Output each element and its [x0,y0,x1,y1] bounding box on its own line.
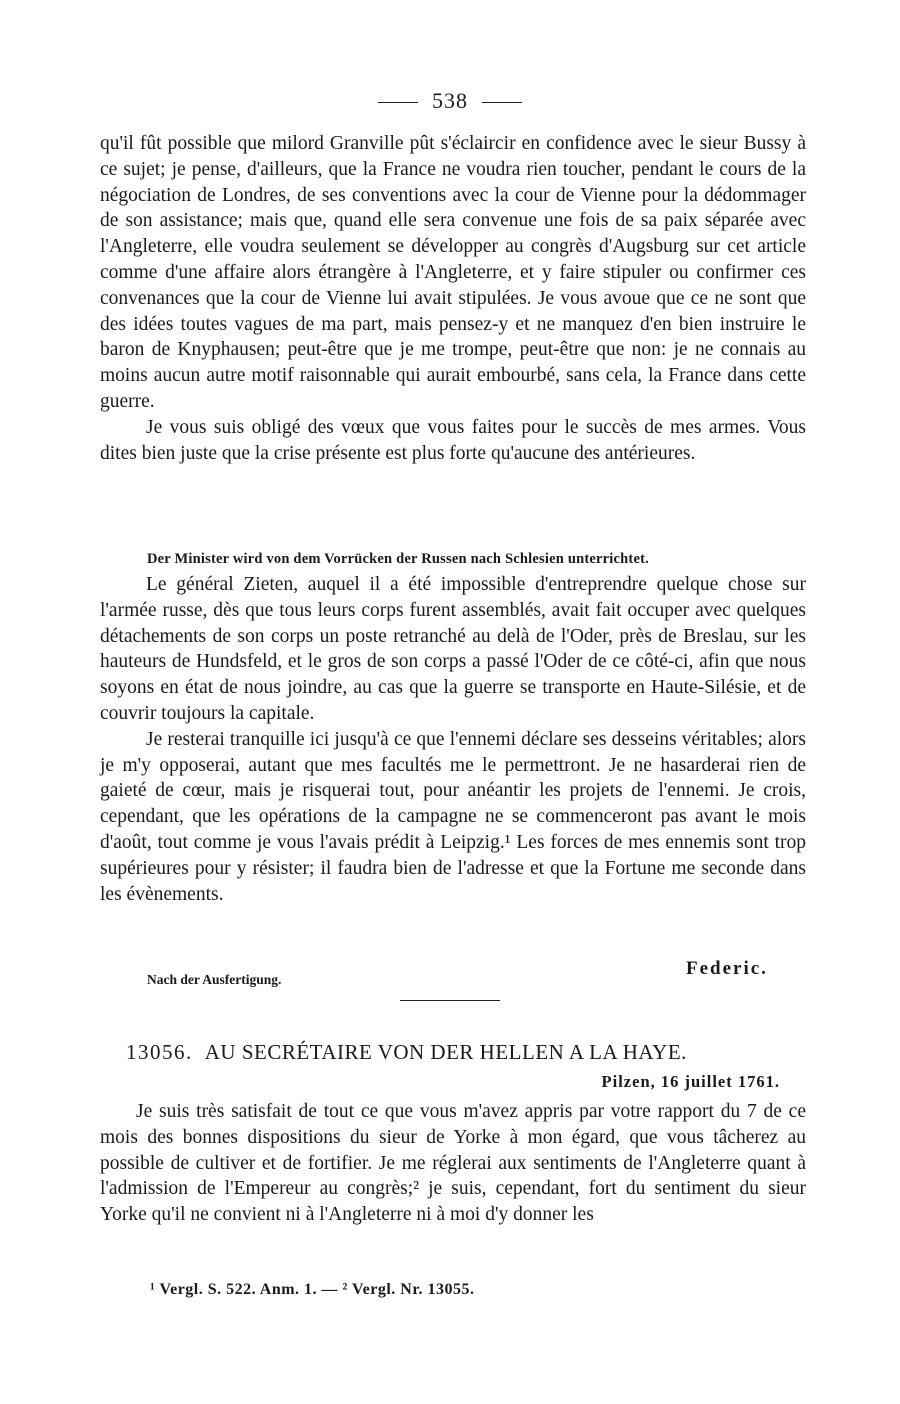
letter-number: 13056. [126,1040,193,1064]
page-header [0,88,900,114]
editor-note: Der Minister wird von dem Vorrücken der Russen nach Schlesien unterrichtet. [147,551,649,567]
page-number: 538 [432,88,468,113]
paragraph-continued: qu'il fût possible que milord Granville pût s'éclaircir en confidence avec le sieur Bussy à ce sujet; je pense, d'ailleurs, que la France ne voudra rien toucher, pendant le cours de la négociation de Londres, de ses conventions avec la cour de Vienne pour la dédommager de son assistance; mais que, quand elle sera convenue une fois de sa paix séparée avec l'Angleterre, elle voudra seulement se développer au congrès d'Augsburg sur cet article comme d'une affaire alors étrangère à l'Angleterre, et y faire stipuler ou confirmer ces convenances que la cour de Vienne lui avait stipulées. Je vous avoue que ce ne sont que des idées toutes vagues de ma part, mais pensez-y et ne manquez d'en bien instruire le baron de Knyphausen; peut-être que je me trompe, peut-être que non: je ne connais au moins aucun autre motif raisonnable qui aurait embourbé, sans cela, la France dans cette guerre. [100,133,806,412]
paragraph-wishes: Je vous suis obligé des vœux que vous faites pour le succès de mes armes. Vous dites bien juste que la crise présente est plus forte qu'aucune des antérieures. [100,416,806,464]
paragraph-tranquille: Je resterai tranquille ici jusqu'à ce que l'ennemi déclare ses desseins véritables; alors je m'y opposerai, autant que mes facultés me le permettront. Je ne hasarderai rien de gaieté de cœur, mais je risquerai tout, pour anéantir les projets de l'ennemi. Je crois, cependant, que les opérations de la campagne ne se commenceront pas avant le mois d'août, tout comme je vous l'avais prédit à Leipzig.¹ Les forces de mes ennemis sont trop supérieures pour y résister; il faudra bien de l'adresse et que la Fortune me seconde dans les évènements. [100,728,806,905]
paragraph-zieten: Le général Zieten, auquel il a été impossible d'entreprendre quelque chose sur l'armée russe, dès que tous leurs corps furent assemblés, avait fait occuper avec quelques détachements de son corps un poste retranché au delà de l'Oder, près de Breslau, sur les hauteurs de Hundsfeld, et le gros de son corps a passé l'Oder de ce côté-ci, afin que nous soyons en état de nous joindre, au cas que la guerre se transporte en Haute-Silésie, et de couvrir toujours la capitale. [100,574,806,724]
header-dash-left [378,102,418,103]
paragraph-satisfait: Je suis très satisfait de tout ce que vous m'avez appris par votre rapport du 7 de ce mois des bonnes dispositions du sieur de Yorke à mon égard, que vous tâcherez au possible de cultiver et de fortifier. Je me réglerai aux sentiments de l'Angleterre quant à l'admission de l'Empereur au congrès;² je suis, cependant, fort du sentiment du sieur Yorke qu'il ne convient ni à l'Angleterre ni à moi d'y donner les [100,1101,806,1226]
footnotes: ¹ Vergl. S. 522. Anm. 1. — ² Vergl. Nr. 13055. [150,1281,475,1298]
letter-body-new [100,1099,806,1228]
letter-title: AU SECRÉTAIRE VON DER HELLEN A LA HAYE. [204,1040,687,1064]
place-date: Pilzen, 16 juillet 1761. [601,1072,780,1091]
source-note: Nach der Ausfertigung. [147,972,282,987]
letter-body-continued [100,131,806,466]
header-dash-right [482,102,522,103]
letter-heading [126,1040,826,1065]
signature: Federic. [686,958,768,979]
section-divider [400,1000,500,1001]
letter-body-zieten [100,572,806,907]
